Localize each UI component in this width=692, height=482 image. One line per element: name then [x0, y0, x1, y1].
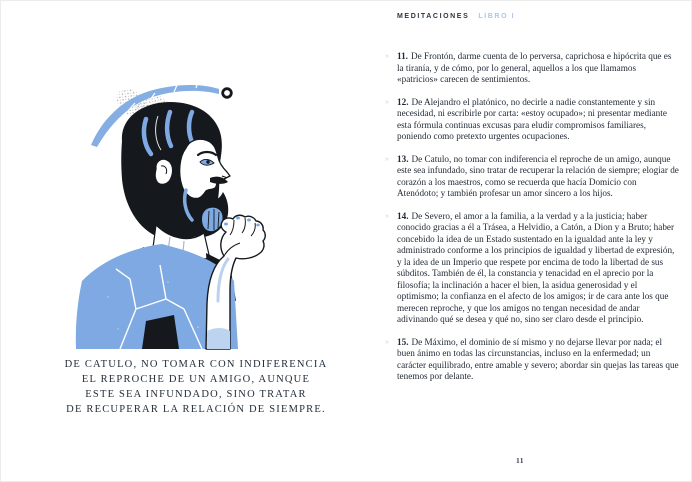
chapter-label: LIBRO I: [478, 13, 516, 20]
paragraph-number: 13.: [397, 153, 409, 164]
paragraph-text: [397, 337, 679, 383]
meditation-paragraph: [385, 153, 679, 200]
paragraph-body: De Alejandro el platónico, no decirle a nadie constantemente y sin necesidad, ni escribirle por carta: «estoy ocupado»; ni presentar mediante esta fórmula continuas excusas para eludir compromisos familiares, poniendo como pretexto urgentes ocupaciones.: [397, 96, 667, 141]
meditation-paragraph: [385, 336, 679, 383]
paragraph-marker-icon: »: [385, 212, 389, 220]
left-page-quote: [40, 357, 352, 417]
paragraph-marker-icon: »: [385, 155, 389, 163]
paragraph-body: De Catulo, no tomar con indiferencia el reproche de un amigo, aunque este sea infundado, sino tratar de recuperar la relación de siempre; elogiar de corazón a los maestros, como se recuerda que hacía Domicio con Atenódoto; y también profesar un amor sincero a los hijos.: [397, 153, 679, 198]
paragraph-number: 11.: [397, 51, 408, 61]
philosopher-illustration: [58, 56, 342, 350]
quote-line: DE CATULO, NO TOMAR CON INDIFERENCIA: [64, 359, 328, 370]
paragraph-marker-icon: »: [385, 98, 389, 106]
paragraph-text: [397, 97, 679, 143]
page-number: 11: [515, 456, 525, 465]
paragraph-text: [397, 154, 679, 200]
quote-line: DE RECUPERAR LA RELACIÓN DE SIEMPRE.: [66, 404, 326, 415]
ring-ornament-icon: [223, 89, 232, 98]
meditation-paragraph: [385, 96, 679, 143]
paragraph-number: 15.: [397, 336, 409, 347]
quote-line: ESTE SEA INFUNDADO, SINO TRATAR: [85, 389, 307, 400]
meditation-paragraph: [385, 51, 679, 86]
paragraph-marker-icon: »: [385, 53, 389, 60]
book-title: MEDITACIONES: [397, 13, 470, 20]
paragraph-text: [397, 211, 679, 326]
paragraph-number: 14.: [397, 210, 409, 221]
paragraph-body: De Máximo, el dominio de sí mismo y no dejarse llevar por nada; el buen ánimo en todas las circunstancias, incluso en la enfermedad; un carácter equilibrado, entre amable y severo; abordar sin quejas las tareas que tenemos por delante.: [397, 336, 679, 381]
meditation-paragraph: [385, 210, 679, 326]
quote-line: EL REPROCHE DE UN AMIGO, AUNQUE: [81, 374, 311, 385]
running-head: [397, 13, 515, 20]
meditations-text-column: [385, 51, 679, 394]
portrait-head: [121, 102, 230, 241]
ear: [155, 159, 173, 184]
paragraph-text: [397, 51, 679, 86]
paragraph-marker-icon: »: [385, 338, 389, 346]
paragraph-number: 12.: [397, 96, 409, 107]
paragraph-body: De Frontón, darme cuenta de lo perversa, caprichosa e hipócrita que es la tiranía, y de cómo, por lo general, aquellos a los que llamamos «patricios» carecen de sentimientos.: [397, 51, 672, 84]
paragraph-body: De Severo, el amor a la familia, a la verdad y a la justicia; haber conocido gracias a él a Trásea, a Helvidio, a Catón, a Dion y a Bruto; haber concebido la idea de un Estado sustentado en la igualdad ante la ley y administrado conforme a los principios de igualdad y libertad de expresión, y la idea de un Imperio que respete por encima de todo la libertad de sus súbditos. También de él, la constancia y tenacidad en el aprecio por la filosofía; la inclinación a hacer el bien, la asidua generosidad y el optimismo; la confianza en el afecto de los amigos; ir de cara ante los que merecen reproche, y que los amigos no tengan necesidad de andar adivinando qué se desea y qué no, sino ser claro desde el principio.: [397, 210, 675, 324]
